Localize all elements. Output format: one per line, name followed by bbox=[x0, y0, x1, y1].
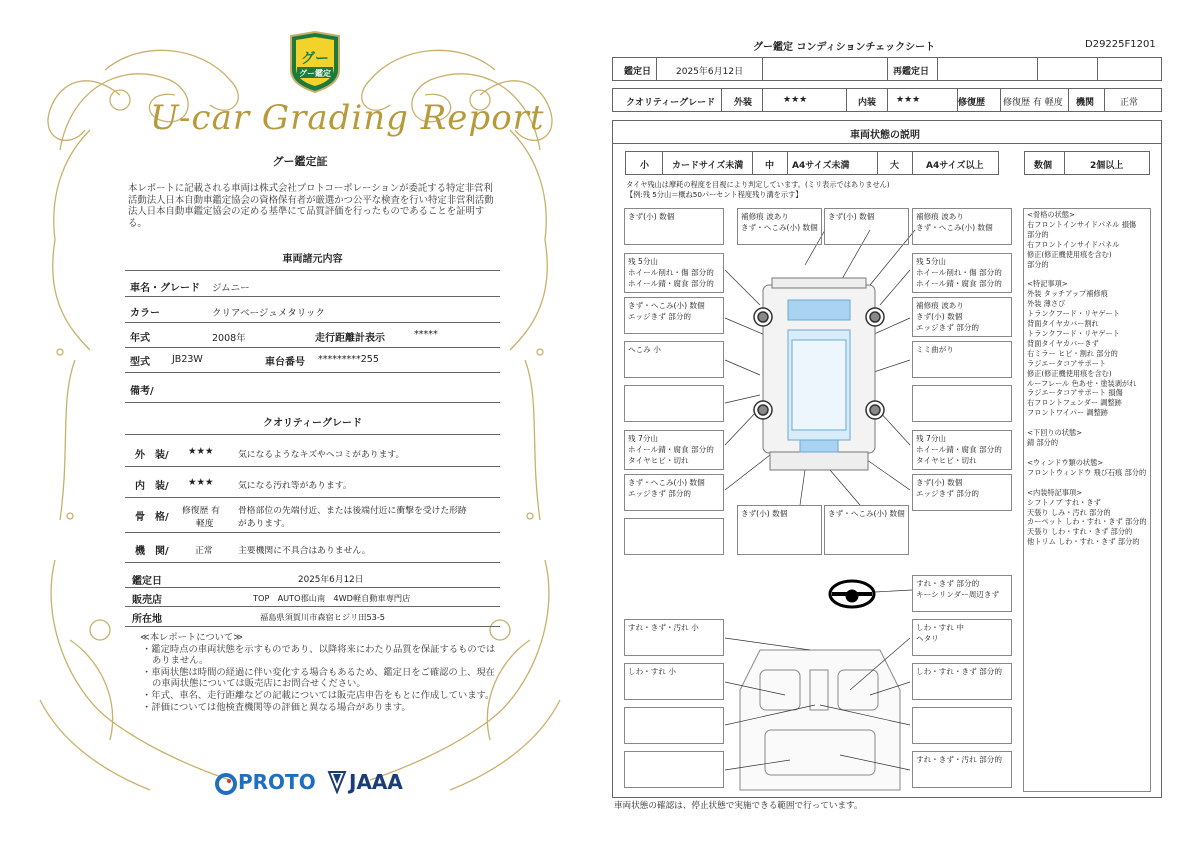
svg-text:グー鑑定: グー鑑定 bbox=[299, 69, 331, 78]
quality-section-title: クオリティーグレード bbox=[263, 418, 362, 429]
interior-stars: ★★★ bbox=[188, 477, 214, 488]
note-box-front-1 bbox=[737, 208, 822, 245]
year-label: 年式 bbox=[130, 333, 150, 344]
note-item: ・評価については他検査機関等の評価と異なる場合があります。 bbox=[142, 701, 411, 713]
note-box-right bbox=[912, 385, 1012, 422]
note-box-interior-left bbox=[624, 619, 724, 656]
interior-label: 内装 bbox=[858, 98, 877, 108]
undercarriage-group: <下回りの状態> 錆 部分的 bbox=[1027, 428, 1083, 448]
note-box-right bbox=[912, 474, 1012, 511]
interior-label: 内 装/ bbox=[135, 481, 169, 492]
date-label: 鑑定日 bbox=[624, 67, 652, 77]
frame-desc: 骨格部位の先端付近、または後端付近に衝撃を受けた形跡 bbox=[238, 506, 467, 516]
note-box-interior-left bbox=[624, 707, 724, 744]
engine-value: 正常 bbox=[1120, 98, 1139, 108]
size-large-label: 大 bbox=[890, 161, 900, 171]
report-notes bbox=[140, 632, 500, 713]
note-text: ホイール錆・腐食 部分的 bbox=[916, 445, 1002, 454]
model-value: ジムニー bbox=[212, 283, 250, 294]
note-text: 残 7分山 bbox=[916, 434, 947, 443]
frame-condition-group: <骨格の状態> 右フロントインサイドパネル 損傷 部分的 右フロントインサイドパネル 修正(修正機使用痕を含む) 部分的 bbox=[1027, 210, 1137, 269]
note-box-left bbox=[624, 430, 724, 470]
note-text: すれ・きず・汚れ 部分的 bbox=[916, 755, 1002, 764]
count-desc: 2個以上 bbox=[1090, 161, 1124, 171]
divider bbox=[125, 532, 500, 533]
divider bbox=[125, 587, 500, 588]
jaaa-logo: JAAA bbox=[349, 770, 403, 794]
mileage-value: ***** bbox=[414, 329, 438, 340]
note-text: タイヤヒビ・切れ bbox=[628, 456, 689, 465]
mileage-label: 走行距離計表示 bbox=[315, 333, 385, 344]
note-box-rear-2 bbox=[824, 505, 909, 555]
note-box-left bbox=[624, 253, 724, 293]
note-text: 補修痕 波あり bbox=[916, 212, 964, 221]
note-text: エッジきず 部分的 bbox=[916, 323, 980, 332]
note-text: きず・へこみ(小) 数個 bbox=[741, 223, 818, 232]
remarks-label: 備考/ bbox=[130, 386, 154, 397]
note-box-interior-right bbox=[912, 663, 1012, 700]
divider bbox=[125, 402, 500, 403]
note-text: ホイール削れ・傷 部分的 bbox=[628, 268, 714, 277]
quality-grade-label: クオリティーグレード bbox=[626, 98, 716, 108]
shop-value: TOP AUTO郡山南 4WD軽自動車専門店 bbox=[253, 593, 411, 603]
size-mid-label: 中 bbox=[765, 161, 775, 171]
engine-desc: 主要機関に不具合はありません。 bbox=[238, 546, 371, 556]
notes-title: ≪本レポートについて≫ bbox=[140, 632, 243, 643]
date-value: 2025年6月12日 bbox=[676, 67, 744, 77]
divider bbox=[125, 347, 500, 348]
note-text: ミミ曲がり bbox=[916, 345, 954, 354]
note-box-steering bbox=[912, 575, 1012, 612]
note-box-rear-1 bbox=[737, 505, 822, 555]
note-text: ホイール削れ・傷 部分的 bbox=[916, 268, 1002, 277]
note-text: エッジきず 部分的 bbox=[628, 312, 692, 321]
exterior-stars: ★★★ bbox=[188, 446, 214, 457]
exterior-stars: ★★★ bbox=[783, 95, 808, 105]
color-value: クリアベージュメタリック bbox=[212, 308, 325, 319]
note-text: エッジきず 部分的 bbox=[628, 489, 692, 498]
reinspect-label: 再鑑定日 bbox=[893, 67, 930, 77]
frame-desc-2: があります。 bbox=[238, 519, 291, 529]
proto-logo: PROTO bbox=[238, 770, 316, 794]
exterior-label: 外 装/ bbox=[135, 450, 169, 461]
note-box-left bbox=[624, 341, 724, 378]
note-box-front-2 bbox=[824, 208, 909, 245]
shop-label: 販売店 bbox=[132, 595, 162, 606]
size-large-desc: A4サイズ以上 bbox=[926, 161, 984, 171]
note-box-right bbox=[912, 253, 1012, 293]
note-box-right bbox=[912, 341, 1012, 378]
divider bbox=[125, 296, 500, 297]
divider bbox=[125, 434, 500, 435]
note-box-left bbox=[624, 297, 724, 334]
steering-wheel-icon bbox=[830, 581, 874, 607]
document-id: D29225F1201 bbox=[1085, 39, 1156, 50]
windows-group: <ウィンドウ類の状態> フロントウィンドウ 飛び石痕 部分的 bbox=[1027, 457, 1147, 477]
address-value: 福島県須賀川市森宿ヒジリ田53-5 bbox=[260, 612, 386, 622]
condition-details-panel bbox=[1023, 208, 1151, 792]
engine-value: 正常 bbox=[195, 546, 213, 556]
note-text: きず・へこみ(小) 数個 bbox=[628, 478, 705, 487]
divider bbox=[125, 562, 500, 563]
note-box-interior-right bbox=[912, 751, 1012, 788]
type-value: JB23W bbox=[172, 354, 203, 365]
note-box-right bbox=[912, 297, 1012, 337]
inspection-date-value: 2025年6月12日 bbox=[298, 575, 364, 585]
note-box-front-left bbox=[624, 208, 724, 245]
note-item: ・鑑定時点の車両状態を示すものであり、以降将来にわたり品質を保証するものではありません。 bbox=[142, 643, 496, 667]
note-text: きず(小) 数個 bbox=[916, 478, 963, 487]
note-text: しわ・すれ 小 bbox=[628, 667, 676, 676]
note-text: ホイール錆・腐食 部分的 bbox=[628, 279, 714, 288]
divider bbox=[125, 322, 500, 323]
proto-logo-icon bbox=[215, 773, 237, 795]
jaaa-logo-icon bbox=[327, 770, 347, 794]
repair-history-label: 修復歴 bbox=[958, 98, 986, 108]
divider bbox=[125, 626, 500, 627]
divider bbox=[125, 606, 500, 607]
frame-value: 修復歴 有 bbox=[182, 506, 220, 516]
note-box-interior-left bbox=[624, 663, 724, 700]
spec-section-title: 車両諸元内容 bbox=[282, 254, 343, 265]
divider bbox=[125, 372, 500, 373]
note-text: へこみ 小 bbox=[628, 345, 661, 354]
exterior-label: 外装 bbox=[734, 98, 753, 108]
type-label: 型式 bbox=[130, 357, 150, 368]
certificate-text: 本レポートに記載される車両は株式会社プロトコーポレーションが委託する特定非営利活動法人日本自動車鑑定協会の資格保有者が厳選かつ公平な検査を行い特定非営利活動法人日本自動車鑑定協会の定める基準にて品質評価を行ったものであることを証明する。 bbox=[128, 183, 494, 229]
color-label: カラー bbox=[130, 308, 160, 319]
count-label: 数個 bbox=[1034, 161, 1053, 171]
divider bbox=[125, 466, 500, 467]
sheet-title: グー鑑定 コンディションチェックシート bbox=[753, 42, 936, 53]
engine-label: 機 関/ bbox=[135, 546, 169, 557]
frame-label: 骨 格/ bbox=[135, 512, 169, 523]
note-box-left bbox=[624, 474, 724, 511]
note-text: 残 7分山 bbox=[628, 434, 659, 443]
engine-label: 機関 bbox=[1076, 98, 1095, 108]
certificate-title: グー鑑定証 bbox=[272, 155, 328, 168]
section-title: 車両状態の説明 bbox=[850, 130, 920, 141]
note-text: タイヤヒビ・切れ bbox=[916, 456, 977, 465]
inspection-date-label: 鑑定日 bbox=[132, 576, 162, 587]
interior-desc: 気になる汚れ等があります。 bbox=[238, 481, 352, 491]
note-text: きず・へこみ(小) 数個 bbox=[828, 509, 905, 518]
note-item: ・車両状態は時間の経過に伴い変化する場合もあるため、鑑定日をご確認の上、現在の車両状態については販売店にお問合せください。 bbox=[142, 666, 495, 690]
note-text: きず(小) 数個 bbox=[741, 509, 788, 518]
note-box-right bbox=[912, 430, 1012, 470]
divider bbox=[125, 270, 500, 271]
model-label: 車名・グレード bbox=[130, 283, 200, 294]
note-item: ・年式、車名、走行距離などの記載については販売店申告をもとに作成しています。 bbox=[142, 689, 495, 701]
tire-note: タイヤ残山は摩耗の程度を目視により判定しています。(ミリ表示ではありません) bbox=[626, 180, 890, 189]
chassis-value: *********255 bbox=[318, 354, 379, 365]
tire-example: 【例:残 5分山＝概ね50パーセント程度残り溝を示す】 bbox=[626, 190, 803, 199]
footer-note: 車両状態の確認は、停止状態で実施できる範囲で行っています。 bbox=[614, 801, 863, 811]
frame-value-2: 軽度 bbox=[196, 519, 214, 529]
note-text: ホイール錆・腐食 部分的 bbox=[916, 279, 1002, 288]
report-script-title: U-car Grading Report bbox=[150, 98, 545, 138]
repair-history-value: 修復歴 有 軽度 bbox=[1003, 98, 1063, 108]
note-text: きず・へこみ(小) 数個 bbox=[628, 301, 705, 310]
note-box-left bbox=[624, 385, 724, 422]
note-box-interior-right bbox=[912, 707, 1012, 744]
note-text: ホイール錆・腐食 部分的 bbox=[628, 445, 714, 454]
note-box-interior-right bbox=[912, 619, 1012, 656]
size-small-label: 小 bbox=[640, 161, 650, 171]
note-text: すれ・きず・汚れ 小 bbox=[628, 623, 699, 632]
note-text: 補修痕 波あり bbox=[916, 301, 964, 310]
size-small-desc: カードサイズ未満 bbox=[672, 161, 744, 171]
note-box-front-right bbox=[912, 208, 1012, 245]
condition-check-sheet bbox=[600, 0, 1200, 848]
interior-stars: ★★★ bbox=[896, 95, 921, 105]
note-text: キーシリンダー周辺きず bbox=[916, 590, 1000, 599]
note-text: きず(小) 数個 bbox=[828, 212, 875, 221]
note-box-left bbox=[624, 518, 724, 555]
special-notes-group: <特記事項> 外装 タッチアップ補修痕 外装 薄さび トランクフード・リヤゲート 背面タイヤカバー割れ トランクフード・リヤゲート 背面タイヤカバーきず 右ミラー ヒビ・割れ 部分的 ラジエータコアサポート 修正(修正機使用痕を含む) ルーフレール 色あせ・塗装剥がれ ラジエータコアサポート 損傷 右フロントフェンダー 調整跡 フロントワイパー 調整跡 bbox=[1027, 279, 1137, 418]
note-box-interior-left bbox=[624, 751, 724, 788]
note-text: きず・へこみ(小) 数個 bbox=[916, 223, 993, 232]
note-text: エッジきず 部分的 bbox=[916, 489, 980, 498]
interior-notes-group: <内装特記事項> シフトノブ すれ・きず 天張り しみ・汚れ 部分的 カーペット しわ・すれ・きず 部分的 天張り しわ・すれ・きず 部分的 他トリム しわ・すれ・きず 部分的 bbox=[1027, 487, 1147, 547]
note-text: 残 5分山 bbox=[916, 257, 947, 266]
note-text: 補修痕 波あり bbox=[741, 212, 789, 221]
note-text: 残 5分山 bbox=[628, 257, 659, 266]
note-text: すれ・きず 部分的 bbox=[916, 579, 980, 588]
year-value: 2008年 bbox=[212, 333, 246, 344]
note-text: しわ・すれ 中 bbox=[916, 623, 964, 632]
note-text: きず(小) 数個 bbox=[916, 312, 963, 321]
divider bbox=[125, 497, 500, 498]
exterior-desc: 気になるようなキズやヘコミがあります。 bbox=[238, 450, 405, 460]
address-label: 所在地 bbox=[132, 614, 162, 625]
note-text: しわ・すれ・きず 部分的 bbox=[916, 667, 1002, 676]
svg-text:グー: グー bbox=[301, 51, 329, 67]
chassis-label: 車台番号 bbox=[265, 357, 305, 368]
note-text: ヘタリ bbox=[916, 634, 939, 643]
note-text: きず(小) 数個 bbox=[628, 212, 675, 221]
size-mid-desc: A4サイズ未満 bbox=[792, 161, 850, 171]
goo-kantei-badge-icon bbox=[285, 30, 345, 94]
